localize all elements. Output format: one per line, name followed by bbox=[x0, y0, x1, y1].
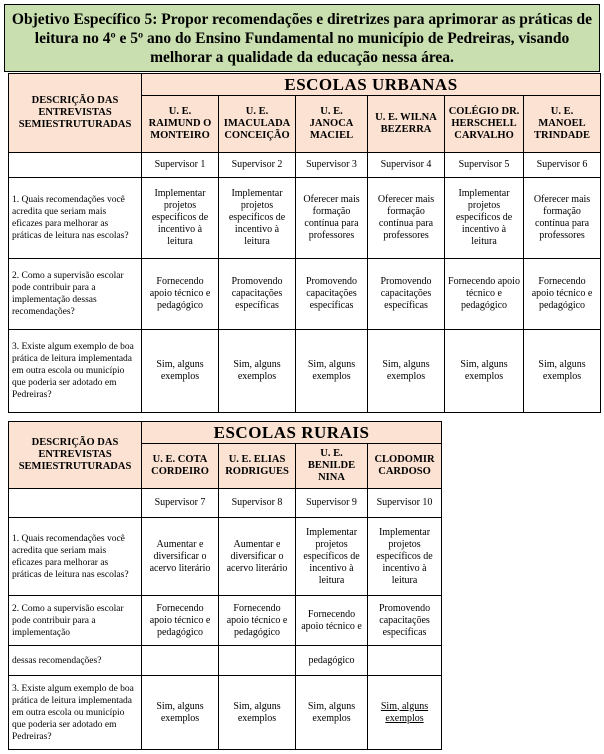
rural-schools-table bbox=[8, 421, 442, 646]
answer-cell: Fornecendo apoio técnico e bbox=[296, 596, 368, 646]
answer-cell: Promovendo capacitações específicas bbox=[296, 259, 368, 330]
answer-cell: Sim, alguns exemplos bbox=[296, 676, 368, 750]
answer-cell: Sim, alguns exemplos bbox=[368, 330, 445, 413]
answer-cell: Sim, alguns exemplos bbox=[142, 330, 219, 413]
school-name: U. E. JANOCA MACIEL bbox=[296, 96, 368, 153]
school-name: CLODOMIR CARDOSO bbox=[368, 444, 442, 489]
supervisor-label: Supervisor 7 bbox=[142, 489, 219, 518]
answer-cell: Sim, alguns exemplos bbox=[142, 676, 219, 750]
answer-cell: Sim, alguns exemplos bbox=[368, 676, 442, 750]
school-name: U. E. COTA CORDEIRO bbox=[142, 444, 219, 489]
school-name: U. E. ELIAS RODRIGUES bbox=[219, 444, 296, 489]
school-name: U. E. IMACULADA CONCEIÇÃO bbox=[219, 96, 296, 153]
answer-cell: Fornecendo apoio técnico e pedagógico bbox=[445, 259, 524, 330]
supervisor-label: Supervisor 1 bbox=[142, 153, 219, 178]
answer-cell: pedagógico bbox=[296, 646, 368, 676]
question-cell: dessas recomendações? bbox=[9, 646, 142, 676]
urban-schools-table bbox=[8, 73, 601, 413]
supervisor-label: Supervisor 6 bbox=[524, 153, 601, 178]
answer-cell: Sim, alguns exemplos bbox=[219, 330, 296, 413]
answer-cell: Oferecer mais formação contínua para professores bbox=[524, 178, 601, 259]
urban-desc-header: DESCRIÇÃO DAS ENTREVISTAS SEMIESTRUTURADAS bbox=[9, 74, 142, 153]
supervisor-label: Supervisor 9 bbox=[296, 489, 368, 518]
answer-cell: Aumentar e diversificar o acervo literário bbox=[142, 518, 219, 596]
rural-schools-table-continued bbox=[8, 645, 442, 750]
answer-cell: Promovendo capacitações específicas bbox=[368, 259, 445, 330]
rural-desc-header: DESCRIÇÃO DAS ENTREVISTAS SEMIESTRUTURADAS bbox=[9, 422, 142, 489]
question-cell: 2. Como a supervisão escolar pode contribuir para a implementação bbox=[9, 596, 142, 646]
answer-cell bbox=[368, 646, 442, 676]
answer-cell: Fornecendo apoio técnico e pedagógico bbox=[524, 259, 601, 330]
supervisor-label: Supervisor 2 bbox=[219, 153, 296, 178]
answer-cell: Implementar projetos específicos de incentivo à leitura bbox=[368, 518, 442, 596]
school-name: U. E. RAIMUND O MONTEIRO bbox=[142, 96, 219, 153]
question-cell: 3. Existe algum exemplo de boa prática de leitura implementada em outra escola ou município que poderia ser adotado em Pedreiras? bbox=[9, 330, 142, 413]
answer-cell bbox=[142, 646, 219, 676]
objective-title: Objetivo Específico 5: Propor recomendações e diretrizes para aprimorar as práticas de leitura no 4º e 5º ano do Ensino Fundamental no município de Pedreiras, visando melhorar a qualidade da educação nessa área. bbox=[4, 4, 600, 72]
rural-banner: ESCOLAS RURAIS bbox=[142, 422, 442, 444]
supervisor-label: Supervisor 10 bbox=[368, 489, 442, 518]
answer-cell: Fornecendo apoio técnico e pedagógico bbox=[142, 596, 219, 646]
blank-cell bbox=[9, 153, 142, 178]
answer-cell: Implementar projetos específicos de incentivo à leitura bbox=[142, 178, 219, 259]
answer-cell bbox=[219, 646, 296, 676]
supervisor-label: Supervisor 8 bbox=[219, 489, 296, 518]
supervisor-label: Supervisor 3 bbox=[296, 153, 368, 178]
answer-cell: Fornecendo apoio técnico e pedagógico bbox=[142, 259, 219, 330]
question-cell: 2. Como a supervisão escolar pode contribuir para a implementação dessas recomendações? bbox=[9, 259, 142, 330]
urban-banner: ESCOLAS URBANAS bbox=[142, 74, 601, 96]
answer-cell: Implementar projetos específicos de incentivo à leitura bbox=[296, 518, 368, 596]
answer-cell: Oferecer mais formação contínua para professores bbox=[368, 178, 445, 259]
school-name: U. E. BENILDE NINA bbox=[296, 444, 368, 489]
blank-cell bbox=[9, 489, 142, 518]
answer-cell: Oferecer mais formação contínua para professores bbox=[296, 178, 368, 259]
answer-cell: Sim, alguns exemplos bbox=[219, 676, 296, 750]
school-name: U. E. MANOEL TRINDADE bbox=[524, 96, 601, 153]
answer-cell: Fornecendo apoio técnico e pedagógico bbox=[219, 596, 296, 646]
answer-cell: Aumentar e diversificar o acervo literário bbox=[219, 518, 296, 596]
question-cell: 1. Quais recomendações você acredita que seriam mais eficazes para melhorar as práticas de leitura nas escolas? bbox=[9, 178, 142, 259]
school-name: U. E. WILNA BEZERRA bbox=[368, 96, 445, 153]
supervisor-label: Supervisor 5 bbox=[445, 153, 524, 178]
answer-cell: Sim, alguns exemplos bbox=[296, 330, 368, 413]
answer-cell: Sim, alguns exemplos bbox=[445, 330, 524, 413]
supervisor-label: Supervisor 4 bbox=[368, 153, 445, 178]
question-cell: 3. Existe algum exemplo de boa prática de leitura implementada em outra escola ou município que poderia ser adotado em Pedreiras? bbox=[9, 676, 142, 750]
question-cell: 1. Quais recomendações você acredita que seriam mais eficazes para melhorar as práticas de leitura nas escolas? bbox=[9, 518, 142, 596]
answer-cell: Sim, alguns exemplos bbox=[524, 330, 601, 413]
answer-cell: Implementar projetos específicos de incentivo à leitura bbox=[219, 178, 296, 259]
answer-cell: Implementar projetos específicos de incentivo à leitura bbox=[445, 178, 524, 259]
answer-cell: Promovendo capacitações específicas bbox=[219, 259, 296, 330]
answer-cell: Promovendo capacitações específicas bbox=[368, 596, 442, 646]
school-name: COLÉGIO DR. HERSCHELL CARVALHO bbox=[445, 96, 524, 153]
